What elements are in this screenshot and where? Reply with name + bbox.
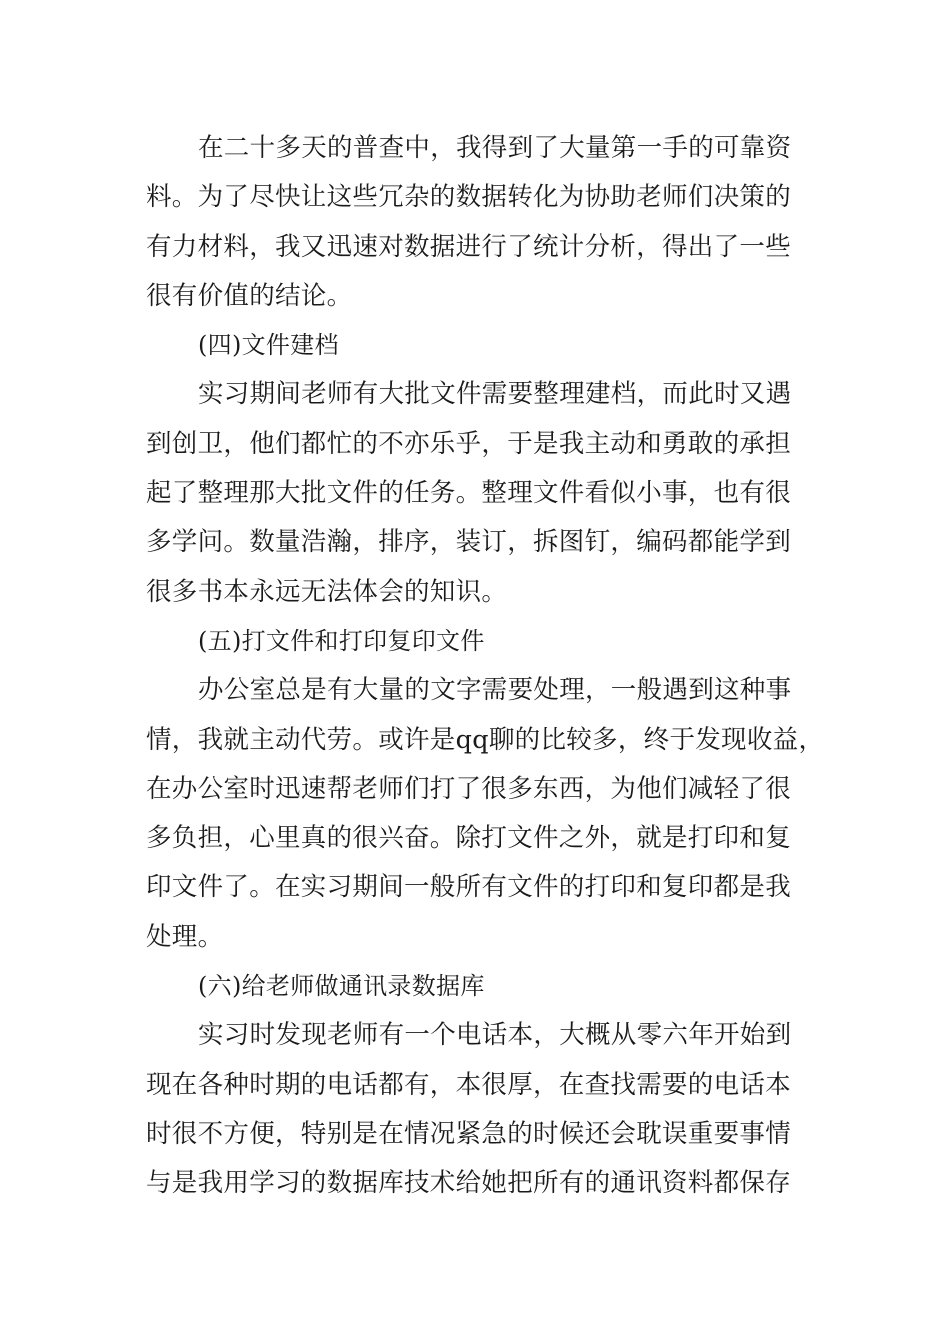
text-line: 现在各种时期的电话都有，本很厚，在查找需要的电话本	[146, 1069, 792, 1100]
text-line: 在二十多天的普查中，我得到了大量第一手的可靠资	[198, 133, 792, 163]
text-line: 实习时发现老师有一个电话本，大概从零六年开始到	[198, 1020, 792, 1051]
text-line: 实习期间老师有大批文件需要整理建档，而此时又遇	[198, 379, 792, 410]
text-line: 与是我用学习的数据库技术给她把所有的通讯资料都保存	[146, 1168, 792, 1199]
section-heading: (四)文件建档	[198, 331, 339, 360]
text-line: 有力材料，我又迅速对数据进行了统计分析，得出了一些	[146, 231, 792, 262]
text-line: 处理。	[146, 921, 224, 952]
text-line: 办公室总是有大量的文字需要处理，一般遇到这种事	[198, 675, 792, 706]
text-line: 料。为了尽快让这些冗杂的数据转化为协助老师们决策的	[146, 182, 792, 213]
section-heading: (六)给老师做通讯录数据库	[198, 972, 485, 1001]
text-line: 多负担，心里真的很兴奋。除打文件之外，就是打印和复	[146, 823, 792, 854]
text-line: 印文件了。在实习期间一般所有文件的打印和复印都是我	[146, 872, 792, 903]
text-line: 多学问。数量浩瀚，排序，装订，拆图钉，编码都能学到	[146, 527, 792, 558]
document-page	[146, 124, 825, 1209]
text-line: 到创卫，他们都忙的不亦乐乎，于是我主动和勇敢的承担	[146, 428, 792, 459]
text-line: 很有价值的结论。	[146, 280, 353, 311]
text-line: 在办公室时迅速帮老师们打了很多东西，为他们减轻了很	[146, 773, 792, 804]
text-line: 很多书本永远无法体会的知识。	[146, 576, 508, 607]
text-line: 起了整理那大批文件的任务。整理文件看似小事，也有很	[146, 478, 792, 509]
text-line: 情，我就主动代劳。或许是qq聊的比较多，终于发现收益，	[146, 724, 825, 755]
text-line: 时很不方便，特别是在情况紧急的时候还会耽误重要事情	[146, 1118, 792, 1149]
section-heading: (五)打文件和打印复印文件	[198, 626, 485, 655]
